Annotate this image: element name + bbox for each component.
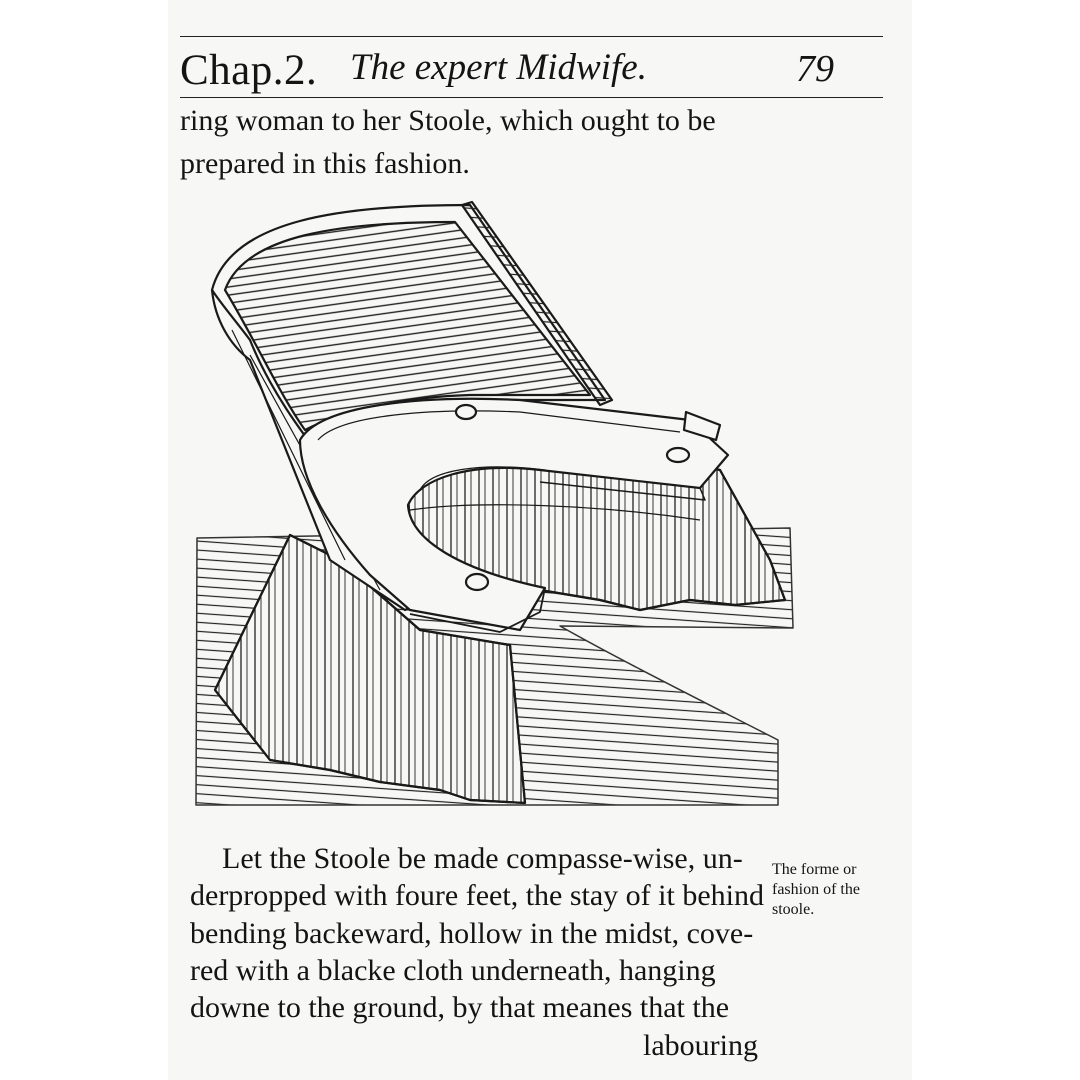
body-line-5: bending backeward, hollow in the midst, cove- <box>190 917 754 950</box>
running-title: The expert Midwife. <box>350 47 647 88</box>
margin-note-line: fashion of the <box>772 881 860 898</box>
chapter-heading: Chap.2. <box>180 47 318 94</box>
body-line-3: Let the Stoole be made compasse-wise, un- <box>222 842 743 875</box>
body-line-7: downe to the ground, by that meanes that the <box>190 991 730 1024</box>
body-line-6: red with a blacke cloth underneath, hanging <box>190 954 716 987</box>
margin-note <box>772 860 892 920</box>
body-line-1: ring woman to her Stoole, which ought to be <box>180 104 716 137</box>
header-top-rule <box>180 36 883 37</box>
body-line-4: derpropped with foure feet, the stay of it behind <box>190 879 764 912</box>
body-line-2: prepared in this fashion. <box>180 147 470 180</box>
header-bottom-rule <box>180 97 883 98</box>
margin-note-line: stoole. <box>772 901 815 918</box>
page-number: 79 <box>796 48 834 90</box>
birthing-stool-woodcut-icon <box>190 190 800 810</box>
margin-note-line: The forme or <box>772 861 857 878</box>
catchword: labouring <box>643 1029 758 1062</box>
